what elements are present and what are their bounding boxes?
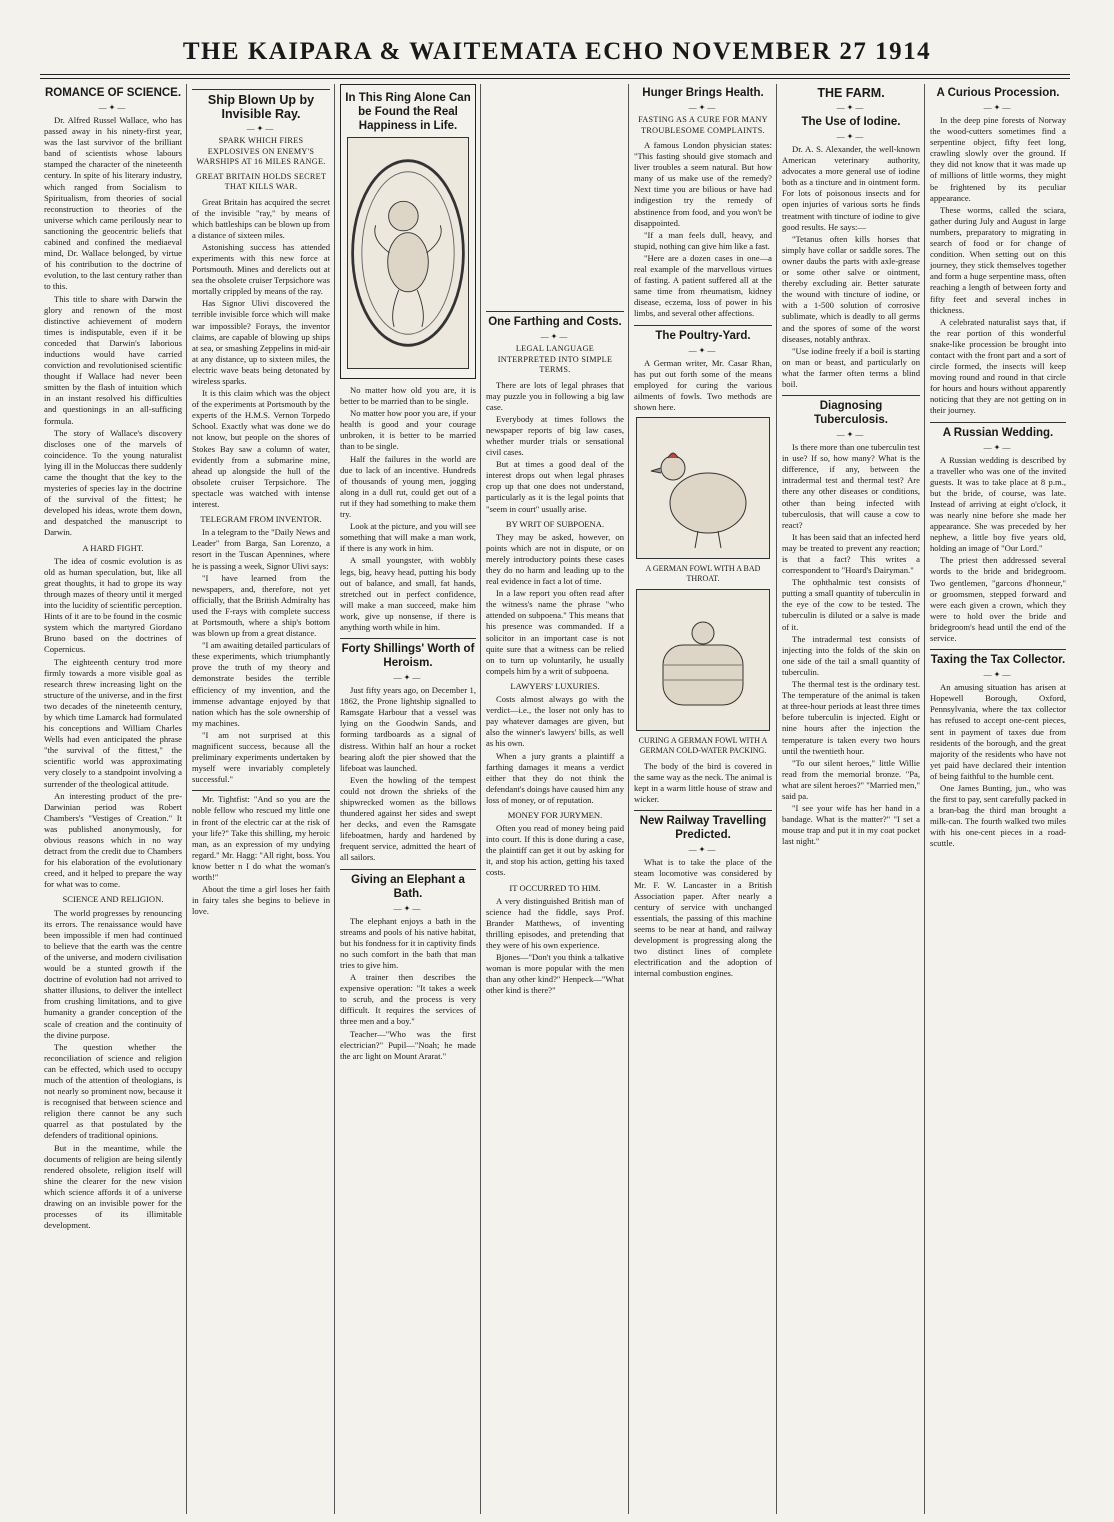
paragraph: Mr. Tightfist: "And so you are the noble fellow who rescued my little one in front of the electric car at the risk of your life?" Take this shilling, my heroic man, as an expression of my undying regard." Mr. Hagg: "All right, boss. You know better n I do what the woman's worth!" <box>192 794 330 883</box>
column-divider <box>776 84 777 1514</box>
subheadline: LEGAL LANGUAGE INTERPRETED INTO SIMPLE TERMS. <box>497 344 613 374</box>
headline: THE FARM. <box>817 86 885 100</box>
paragraph: About the time a girl loses her faith in fairy tales she begins to believe in love. <box>192 884 330 917</box>
paragraph: Costs almost always go with the verdict—i.e., the loser not only has to pay whatever damages are given, but also the winner's lawyers' bills, as well as his own. <box>486 694 624 749</box>
paragraph: "To our silent heroes," little Willie read from the memorial bronze. "Pa, what are silent heroes?" "Married men," said pa. <box>782 757 920 801</box>
fowl-packing-illustration <box>636 589 770 731</box>
column-3 <box>336 84 480 1514</box>
paragraph: Dr. A. S. Alexander, the well-known American veterinary authority, advocates a more general use of iodine both as a tincture and in ointment form. For lots of poisonous insects and for open injuries of various sorts he finds treatment with tincture of iodine to give good results. He says:— <box>782 144 920 232</box>
paragraph: "Here are a dozen cases in one—a real example of the marvellous virtues of fasting. A patient suffered all at the same time from rheumatism, kidney disease, eczema, loss of power in his limbs, and several other affections. <box>634 252 772 319</box>
column-4-spacer <box>486 84 624 306</box>
headline: A Russian Wedding. <box>942 426 1054 439</box>
paragraph: The priest then addressed several words to the bride and bridegroom. Two gentlemen, "garcons d'honneur," or groomsmen, stepped forward and were each given a crown, which they were to hold over the bride and bridegroom's head until the end of the service. <box>930 555 1066 644</box>
ornament: —✦— <box>983 442 1013 452</box>
paragraph: The question whether the reconciliation of science and religion can be effected, which used to occupy much of the attention of theologians, is not nearly so prominent now, because it is recognised that between science and religion there cannot be any such quarrel as that postulated by the defenders of traditional opinions. <box>44 1041 182 1141</box>
paragraph: Teacher—"Who was the first electrician?" Pupil—"Noah; he made the arc light on Mount Ararat." <box>340 1028 476 1061</box>
ornament: —✦— <box>98 103 128 112</box>
paragraph: An interesting product of the pre-Darwinian period was Robert Chambers's "Vestiges of Creation." It was published anonymously, for obvious reasons which in no way detract from the credit due to Chambers for his elaboration of the evolutionary creed, and it helped to prepare the way for what was to come. <box>44 790 182 890</box>
headline: Taxing the Tax Collector. <box>930 654 1066 667</box>
article-ship-blown-up <box>192 89 330 917</box>
paragraph: Has Signor Ulivi discovered the terrible invisible force which will make war impossible? Forays, the inventor claims, are capable of blowing up ships at sea, or smashing Zeppelins in mid-air at any distance, up to sixteen miles, the electric wave beats being detonated by wireless sparks. <box>192 298 330 386</box>
headline-sub: The Use of Iodine. <box>801 116 901 128</box>
paragraph: The ophthalmic test consists of putting a small quantity of tuberculin in the eye of the cow to be tested. The tuberculin is diluted or a salve is made of it. <box>782 577 920 632</box>
headline: Diagnosing Tuberculosis. <box>814 400 888 427</box>
caption: CURING A GERMAN FOWL WITH A GERMAN COLD-WATER PACKING. <box>638 735 768 755</box>
section-rule <box>634 325 772 326</box>
column-divider <box>334 84 335 1514</box>
paragraph: "Use iodine freely if a boil is starting on man or beast, and particularly on what the farmer often terms a blind boil. <box>782 345 920 389</box>
section-rule <box>930 649 1066 650</box>
subheading: A HARD FIGHT. <box>82 542 144 553</box>
paragraph: What is to take the place of the steam locomotive was considered by Mr. F. W. Lancaster in a British Association paper. After nearly a century of service with unchanged essentials, the passing of this machine seems to be near at hand, and railway development is progressing along the two distinct lines of complete electrification and the adoption of internal combustion engines. <box>634 857 772 979</box>
paragraph: But in the meantime, while the documents of religion are being silently rendered obsolete, religion itself will shine the clearer for the new vision which science affords it of a universe drawing on an invisible power for the processes of its illimitable development. <box>44 1142 182 1231</box>
paragraph: No matter how old you are, it is better to be married than to be single. <box>340 385 476 407</box>
ornament: —✦— <box>983 103 1013 112</box>
subheading: IT OCCURRED TO HIM. <box>509 882 601 893</box>
section-rule <box>192 89 330 90</box>
section-rule <box>634 810 772 811</box>
paragraph: Bjones—"Don't you think a talkative woman is more popular with the men than any other kind?" Henpeck—"What other kind is there?" <box>486 952 624 996</box>
paragraph: In the deep pine forests of Norway the wood-cutters sometimes find a serpentine object, fifty feet long, crawling slowly over the ground. If they did not know that it was made up of millions of little worms, they might be frightened by its peculiar appearance. <box>930 115 1066 203</box>
paragraph: But at times a good deal of the interest drops out when legal phrases crop up that one does not understand, particularly as it is the legal points that "seem in court" usually arise. <box>486 459 624 514</box>
ornament: —✦— <box>246 124 276 133</box>
paragraph: A very distinguished British man of science had the fiddle, says Prof. Brander Matthews, of inventing thrilling episodes, and pretending that they were of his own experience. <box>486 895 624 950</box>
paragraph: The story of Wallace's discovery discloses one of the marvels of coincidence. To the young naturalist lying ill in the Moluccas there suddenly came the thought that the key to the mysteries of species lay in the doctrine of the survival of the fittest; he developed his ideas, wrote them down, and despatched the manuscript to Darwin. <box>44 427 182 538</box>
ornament: —✦— <box>688 345 718 355</box>
headline: One Farthing and Costs. <box>488 316 622 328</box>
section-rule <box>192 790 330 791</box>
paragraph: No matter how poor you are, if your health is good and your courage unbroken, it is better to be married than to be single. <box>340 408 476 452</box>
column-1 <box>40 84 186 1514</box>
paragraph: "I see your wife has her hand in a bandage. What is the matter?" "I set a mouse trap and put it in my coat pocket last night." <box>782 803 920 847</box>
ornament: —✦— <box>688 103 718 112</box>
subheading: LAWYERS' LUXURIES. <box>510 680 600 691</box>
paragraph: Everybody at times follows the newspaper reports of big law cases, whether murder trials or sensational civil cases. <box>486 413 624 458</box>
paragraph: A Russian wedding is described by a traveller who was one of the invited guests. It was to take place at 8 p.m., but the bride, of course, was late. Instead of arriving at eight o'clock, it was nearly nine before she made her appearance. She was preceded by her nephew, a little boy five years old, holding an image of "Our Lord." <box>930 454 1066 554</box>
columns <box>40 84 1070 1514</box>
ornament: —✦— <box>540 332 570 341</box>
column-5 <box>630 84 776 1514</box>
paragraph: In a law report you often read after the witness's name the phrase "who attended on subpoena." This means that his presence was commanded. If a solicitor in an important case is not quite sure that a witness can be relied on to turn up voluntarily, he usually compels him by a writ of subpoena. <box>486 588 624 676</box>
ring-illustration <box>347 137 469 369</box>
subheading: MONEY FOR JURYMEN. <box>507 809 603 820</box>
paragraph: When a jury grants a plaintiff a farthing damages it means a verdict either that they do not think the defendant's doings have caused him any loss of money, or of reputation. <box>486 750 624 805</box>
paragraph: The elephant enjoys a bath in the streams and pools of his native habitat, but his fondness for it in captivity finds no such comfort in the bath that man tries to give him. <box>340 915 476 970</box>
paragraph: This title to share with Darwin the glory and renown of the most distinctive achievement of modern times is indisputable, even if it be conceded that Darwin's laborious inductions would have carried conviction and revolutionised scientific thought if Wallace had never been smitten by the flash of intuition which in an instant resolved his difficulties and questionings in an all-sufficing formula. <box>44 293 182 426</box>
paragraph: It has been said that an infected herd may be treated to prevent any reaction; is that a fact? This writes a correspondent to "Hoard's Dairyman." <box>782 531 920 576</box>
paragraph: Even the howling of the tempest could not drown the shrieks of the shipwrecked women as the billows thundered against her sides and swept her decks, and even the Ramsgate lifeboatmen, hardy and hardened by frequent service, admitted the heart of all sailors. <box>340 774 476 863</box>
column-2 <box>188 84 334 1514</box>
section-rule <box>782 395 920 396</box>
ornament: —✦— <box>393 673 423 683</box>
subheading: TELEGRAM FROM INVENTOR. <box>200 514 322 525</box>
ornament: —✦— <box>836 132 866 141</box>
fowl-drawing <box>643 423 763 553</box>
paragraph: Often you read of money being paid into court. If this is done during a case, the plaintiff can get it out by asking for it, and stop his action, getting his taxed costs. <box>486 823 624 878</box>
subheadline: GREAT BRITAIN HOLDS SECRET THAT KILLS WAR. <box>195 171 327 191</box>
headline: New Railway Travelling Predicted. <box>639 815 767 842</box>
fowl-packing-drawing <box>643 595 763 725</box>
paragraph: It is this claim which was the object of the experiments at Portsmouth by the experts of the H.M.S. Vernon Torpedo School. Exactly what was done we do not know, but people on the shores of Stokes Bay saw a column of water, evidently from a submarine mine, ahead up alongside the hull of the obsolete cruiser Terpsichore. The spectacle was watched with intense interest. <box>192 388 330 510</box>
paragraph: "I am not surprised at this magnificent success, because all the preliminary experiments undertaken by myself were invariably completely successful." <box>192 729 330 785</box>
subheading: SCIENCE AND RELIGION. <box>62 894 164 905</box>
paragraph: "I am awaiting detailed particulars of these experiments, which triumphantly prove the truth of my theory and demonstrate besides the terrible efficiency of my invention, and the immense advantage enjoyed by that nation which has the sole ownership of my machines. <box>192 640 330 728</box>
paragraph: A celebrated naturalist says that, if the rear portion of this wonderful snake-like procession be brought into contact with the front part and a sort of circle formed, the insects will keep moving round and round in that circle for hours and hours without apparently noticing that they are not getting on in their journey. <box>930 316 1066 416</box>
paragraph: Dr. Alfred Russel Wallace, who has passed away in his ninety-first year, was the last survivor of the brilliant band of scientists whose labours stamped the character of the nineteenth century. In spite of his literary industry, which ranged from Socialism to Spiritualism, from theories of social reconstruction to theories of the universe which came perilously near to sanctioning the geocentric beliefs that cabined and confined the mediaeval mind, Dr. Wallace belonged, by virtue of his contribution to the doctrine of evolution, to the last century rather than to this. <box>44 115 182 292</box>
fowl-illustration <box>636 417 770 559</box>
ornament: —✦— <box>983 670 1013 680</box>
subheadline: FASTING AS A CURE FOR MANY TROUBLESOME COMPLAINTS. <box>638 115 768 135</box>
masthead-rule <box>40 74 1070 75</box>
paragraph: The intradermal test consists of injecting into the folds of the skin on one side of the tail a small quantity of tuberculin. <box>782 633 920 677</box>
column-divider <box>186 84 187 1514</box>
paragraph: Great Britain has acquired the secret of the invisible "ray," by means of which battleships can be blown up from a distance of sixteen miles. <box>192 196 330 240</box>
paragraph: Astonishing success has attended experiments with this new force at Portsmouth. Mines and derelicts out at sea the obsolete cruiser Terpsichore was mortally crippled by means of the ray. <box>192 241 330 297</box>
paragraph: The thermal test is the ordinary test. The temperature of the animal is taken at three-hour periods at least three times before tuberculin is injected. Eight or nine hours after the injection the temperature is taken every two hours until the twentieth hour. <box>782 679 920 756</box>
paragraph: A famous London physician states: "This fasting should give stomach and liver troubles a seem natural. But how many of us make use of the remedy? Next time you are bilious or have had indigestion try the remedy of abstinence from food, and you won't be disappointed. <box>634 140 772 228</box>
paragraph: They may be asked, however, on points which are not in dispute, or on merely introductory points these cases they do no harm and leading up to the real evidence in fact a lot of time. <box>486 531 624 587</box>
column-divider <box>628 84 629 1514</box>
headline: Hunger Brings Health. <box>642 87 764 99</box>
paragraph: The eighteenth century trod more firmly towards a more visible goal as research threw increasing light on the structure of the universe, and in the first two decades of the nineteenth century, by which time Lamarck had formulated his conceptions and William Charles Wells had even anticipated the phrase "the survival of the fittest," the scientific world was approximating very closely to a standpoint involving a surrender of the theological attitude. <box>44 656 182 789</box>
paragraph: An amusing situation has arisen at Hopewell Borough, Oxford, Pennsylvania, where the tax collector has refused to accept one-cent pieces, sent in payment of taxes due from residents of the borough, and the great majority of the residents who have not yet paid have declared their intention of being faithful to the humble cent. <box>930 682 1066 781</box>
paragraph: A trainer then describes the expensive operation: "It takes a week to scrub, and the process is very difficult. It requires the services of three men and a boy." <box>340 972 476 1027</box>
paragraph: "Tetanus often kills horses that simply have collar or saddle sores. The owner daubs the parts with axle-grease or some other salve or ointment, thereby excluding air. Better saturate the wound with tincture of iodine, or with a 1-500 solution of corrosive sublimate, which is deadly to all germs and the spores of some of the worst diseases, notably anthrax. <box>782 233 920 344</box>
paragraph: "I have learned from the newspapers, and, therefore, not yet officially, that the British Admiralty has used the F-rays with complete success at Portsmouth, where a ship's bottom was blown up from a great distance. <box>192 572 330 639</box>
paragraph: The body of the bird is covered in the same way as the neck. The animal is kept in a warm little house of straw and wicker. <box>634 760 773 805</box>
section-rule <box>486 311 624 312</box>
masthead-rule-2 <box>40 78 1070 79</box>
baby-in-ring-drawing <box>348 143 468 363</box>
paragraph: Just fifty years ago, on December 1, 1862, the Prone lightship signalled to Ramsgate Harbour that a vessel was lying on the Goodwin Sands, and forming tardboards as a signal of distress. Within half an hour a rocket bearing aloft the pier showed that the lifeboat was launched. <box>340 685 476 773</box>
column-7 <box>926 84 1070 1514</box>
section-rule <box>340 638 476 639</box>
headline: Ship Blown Up by Invisible Ray. <box>207 93 315 121</box>
paragraph: Look at the picture, and you will see something that will make a man work, if there is any work in him. <box>340 521 476 554</box>
subheadline: SPARK WHICH FIRES EXPLOSIVES ON ENEMY'S WARSHIPS AT 16 MILES RANGE. <box>196 136 326 166</box>
ornament: —✦— <box>836 430 866 440</box>
headline: In This Ring Alone Can be Found the Real Happiness in Life. <box>345 92 471 132</box>
paragraph: A small youngster, with wobbly legs, big, heavy head, putting his body out of balance, and small, fat hands, stretched out in perfect confidence, will make a man succeed, make him work, give up nonsense, if there is anything worth while in him. <box>340 555 476 632</box>
paragraph: Half the failures in the world are due to lack of an incentive. Hundreds of thousands of young men, jogging along in a dull rut, could get out of a rut if they had something to make them try. <box>340 453 476 520</box>
paragraph: Is there more than one tuberculin test in use? If so, how many? What is the difference, if any, between the intradermal test and thermal test? Are there any other diseases or conditions, other than being infected with tuberculosis, that will cause a cow to react? <box>782 442 920 530</box>
column-4 <box>482 84 628 1514</box>
paragraph: In a telegram to the "Daily News and Leader" from Barga, San Lorenzo, a resort in the Tuscan Apennines, where he is passing a week, Signor Ulivi says: <box>192 527 330 571</box>
caption: A GERMAN FOWL WITH A BAD THROAT. <box>645 563 761 583</box>
section-rule <box>340 869 476 870</box>
paragraph: These worms, called the sciara, gather during July and August in large numbers, preparatory to migrating in search of food or for change of condition. When setting out on this journey, they stick themselves together and form a huge serpentine mass, often reaching a length of between forty and fifty feet and several inches in thickness. <box>930 204 1066 315</box>
section-rule <box>930 422 1066 423</box>
column-6 <box>778 84 924 1514</box>
subheading: BY WRIT OF SUBPOENA. <box>505 518 605 529</box>
paragraph: A German writer, Mr. Casar Rhan, has put out forth some of the means employed for curing the various ailments of fowls. Two methods are shown here. <box>634 357 772 412</box>
article-romance-of-science <box>44 86 182 1231</box>
headline: A Curious Procession. <box>936 87 1060 99</box>
paragraph: The world progresses by renouncing its errors. The renaissance would have been impossible if men had continued to believe that the earth was the centre of the universe, and modern civilisation would be a stunted growth if the doctrine of evolution had not arrived to shatter illusions, to deliver the intellect from crushing limitations, and to give humanity a grander conception of the scale of creation and the continuity of the divine purpose. <box>44 907 182 1040</box>
paragraph: "If a man feels dull, heavy, and stupid, nothing can give him like a fast. <box>634 229 772 251</box>
ornament: —✦— <box>688 845 718 855</box>
ring-feature-box <box>340 84 476 379</box>
masthead: THE KAIPARA & WAITEMATA ECHO NOVEMBER 27 1914 <box>182 38 932 65</box>
headline: Giving an Elephant a Bath. <box>351 873 465 900</box>
ornament: —✦— <box>393 903 423 913</box>
column-divider <box>480 84 481 1514</box>
headline: Forty Shillings' Worth of Heroism. <box>341 643 475 670</box>
column-divider <box>924 84 925 1514</box>
headline: ROMANCE OF SCIENCE. <box>44 87 182 99</box>
paragraph: There are lots of legal phrases that may puzzle you in following a big law case. <box>486 379 624 412</box>
headline: The Poultry-Yard. <box>655 329 751 342</box>
ornament: —✦— <box>836 103 866 112</box>
paragraph: The idea of cosmic evolution is as old as human speculation, but, like all great thoughts, it had to grope its way through mazes of theory until it merged into the lucidity of scientific perception. Hints of it are to be found in the cosmic system which the martyred Giordano Bruno based on the doctrines of Copernicus. <box>44 555 182 655</box>
paragraph: One James Bunting, jun., who was the first to pay, sent carefully packed in a bran-bag the third man brought a milk-can. The fourth walked two miles with his one-cent pieces in a road-scuttle. <box>930 782 1066 849</box>
